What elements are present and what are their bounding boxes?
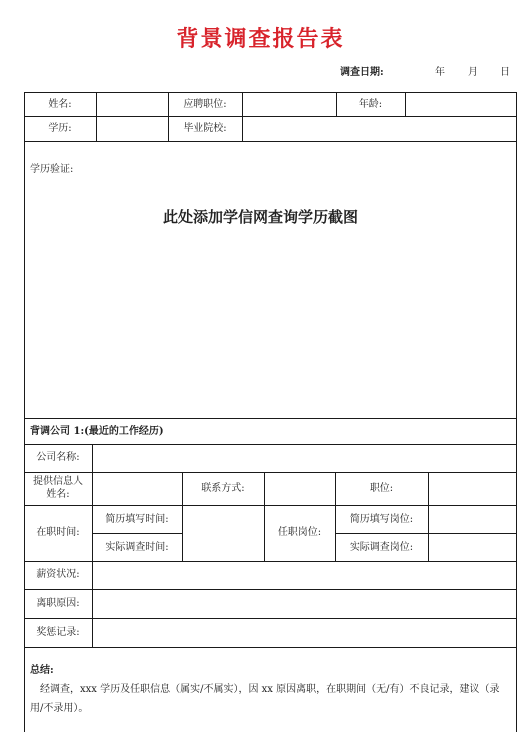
form-title: 背景调查报告表 [176,26,345,52]
education-label: 学历: [48,123,72,134]
job-field[interactable] [429,473,516,505]
survey-date-label: 调查日期: [340,67,384,78]
contact-field[interactable] [265,473,335,505]
leave-reason-label: 离职原因: [36,598,80,609]
education-field[interactable] [97,117,168,141]
tenure-label: 在职时间: [36,527,80,538]
informant-label-line2: 姓名: [46,489,70,500]
company-name-label: 公司名称: [36,452,80,463]
verification-placeholder[interactable]: 此处添加学信网查询学历截图 [162,208,358,226]
company-name-field[interactable] [93,445,516,472]
resume-time-label: 简历填写时间: [105,514,169,525]
informant-field[interactable] [93,473,182,505]
summary-text[interactable]: 经调查，xxx 学历及任职信息（属实/不属实），因 xx 原因离职，在职期间（无/有）不良记录，建议（录用/不录用）。 [30,684,500,714]
verification-label: 学历验证: [30,164,74,175]
row-divider [24,141,517,142]
resume-post-label: 简历填写岗位: [349,514,414,525]
date-month-label: 月 [468,67,478,78]
row-divider [24,647,517,648]
name-label: 姓名: [48,99,72,110]
actual-post-label: 实际调查岗位: [349,542,414,553]
position-label: 应聘职位: [183,99,227,110]
school-label: 毕业院校: [183,123,227,134]
contact-label: 联系方式: [201,483,245,494]
leave-reason-field[interactable] [93,590,516,618]
actual-time-label: 实际调查时间: [105,542,169,553]
informant-label-line1: 提供信息人 [33,476,83,487]
resume-time-field[interactable] [183,506,264,533]
age-label: 年龄: [358,99,383,110]
reward-label: 奖惩记录: [36,627,80,638]
school-field[interactable] [243,117,516,141]
actual-time-field[interactable] [183,534,264,561]
row-divider [24,418,517,419]
salary-label: 薪资状况: [36,569,80,580]
date-day-label: 日 [500,67,510,78]
table-border-right [516,92,517,732]
resume-post-field[interactable] [429,506,516,533]
name-field[interactable] [97,93,168,116]
summary-label: 总结: [30,665,54,676]
salary-field[interactable] [93,562,516,589]
date-year-label: 年 [435,67,445,78]
actual-post-field[interactable] [429,534,516,561]
reward-field[interactable] [93,619,516,647]
position-field[interactable] [243,93,336,116]
row-divider [92,533,182,534]
age-field[interactable] [406,93,516,116]
post-label: 任职岗位: [277,527,322,538]
company-header: 背调公司 1:(最近的工作经历) [30,426,164,437]
job-label: 职位: [369,483,394,494]
